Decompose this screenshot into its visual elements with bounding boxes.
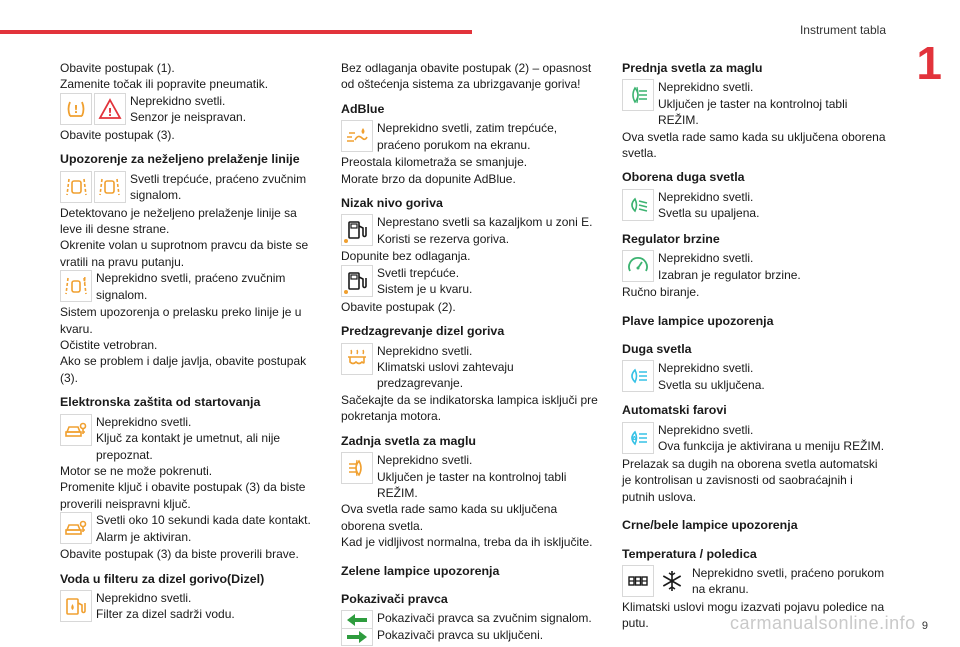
entry-text: Pokazivači pravca sa zvučnim signalom. — [377, 611, 592, 626]
glow-plug-icon — [341, 343, 373, 375]
temperature-display-icon — [622, 565, 654, 597]
entry-text: Svetli oko 10 sekundi kada date kontakt. — [96, 513, 311, 528]
warning-entry — [341, 214, 603, 248]
warning-entry — [622, 565, 888, 599]
entry-text: Pokazivači pravca su uključeni. — [377, 627, 544, 642]
group-heading: Zelene lampice upozorenja — [341, 563, 500, 578]
section-heading: Nizak nivo goriva — [341, 196, 443, 211]
entry-text: Klimatski uslovi zahtevaju predzagrevanje. — [377, 360, 514, 391]
warning-entry — [622, 250, 888, 284]
entry-text: Neprekidno svetli. — [96, 590, 192, 605]
paragraph: Okrenite volan u suprotnom pravcu da biste se vratili na pravu putanju. — [60, 238, 309, 269]
warning-entry — [622, 360, 888, 394]
warning-entry — [622, 79, 888, 128]
section-heading: Pokazivači pravca — [341, 591, 448, 606]
fuel-pump-icon — [341, 265, 373, 297]
section-heading: Automatski farovi — [622, 403, 727, 418]
header-accent-bar — [0, 30, 472, 34]
snowflake-icon — [656, 565, 688, 597]
warning-entry — [60, 93, 312, 127]
entry-text: Ključ za kontakt je umetnut, ali nije prepoznat. — [96, 431, 281, 462]
paragraph: Ova svetla rade samo kada su uključena oborena svetla. — [341, 502, 558, 533]
warning-triangle-icon — [94, 93, 126, 125]
section-heading: Predzagrevanje dizel goriva — [341, 324, 505, 339]
cruise-control-icon — [622, 250, 654, 282]
paragraph: Motor se ne može pokrenuti. — [60, 463, 213, 478]
auto-headlamp-icon — [622, 422, 654, 454]
entry-text: Neprestano svetli sa kazaljkom u zoni E. — [377, 215, 593, 230]
lane-departure-fault-icon — [60, 270, 92, 302]
column-2 — [341, 60, 603, 647]
column-1 — [60, 60, 312, 624]
paragraph: Ova svetla rade samo kada su uključena oborena svetla. — [622, 129, 886, 161]
entry-text: Koristi se rezerva goriva. — [377, 231, 510, 246]
entry-text: Neprekidno svetli, praćeno porukom na ekranu. — [692, 565, 885, 597]
entry-text: Neprekidno svetli. — [658, 361, 754, 376]
warning-entry — [60, 414, 312, 463]
paragraph: Prelazak sa dugih na oborena svetla automatski je kontrolisan u zavisnosti od saobraćajnih i putnih uslova. — [622, 456, 878, 504]
paragraph: Klimatski uslovi mogu izazvati pojavu poledice na putu. — [622, 599, 885, 631]
paragraph: Detektovano je neželjeno prelaženje linije sa leve ili desne strane. — [60, 205, 297, 237]
paragraph: Dopunite bez odlaganja. — [341, 249, 471, 264]
warning-entry — [622, 189, 888, 223]
section-heading: Prednja svetla za maglu — [622, 61, 763, 75]
entry-text: Filter za dizel sadrži vodu. — [96, 607, 235, 622]
tyre-pressure-icon — [60, 93, 92, 125]
warning-entry — [341, 452, 603, 501]
high-beam-icon — [622, 360, 654, 392]
low-beam-icon — [622, 189, 654, 221]
section-heading: Elektronska zaštita od startovanja — [60, 395, 261, 410]
warning-entry — [341, 265, 603, 299]
entry-text: Neprekidno svetli. — [377, 453, 473, 468]
page-number: 9 — [921, 620, 928, 632]
warning-entry — [60, 590, 312, 624]
paragraph: Sistem upozorenja o prelasku preko linije je u kvaru. — [60, 305, 302, 336]
paragraph: Očistite vetrobran. — [60, 338, 158, 353]
warning-entry — [622, 422, 888, 456]
entry-text: Neprekidno svetli. — [658, 251, 754, 266]
paragraph: Zamenite točak ili popravite pneumatik. — [60, 77, 269, 92]
warning-entry — [60, 270, 312, 304]
svg-text:!: ! — [107, 105, 113, 119]
entry-text: Neprekidno svetli. — [377, 343, 473, 358]
lane-departure-right-icon — [94, 171, 126, 203]
paragraph: Morate brzo da dopunite AdBlue. — [341, 171, 516, 186]
paragraph: Obavite postupak (1). — [60, 61, 175, 75]
paragraph: Kad je vidljivost normalna, treba da ih isključite. — [341, 535, 593, 550]
front-fog-light-icon — [622, 79, 654, 111]
entry-text: Sistem je u kvaru. — [377, 282, 473, 297]
svg-text:A: A — [632, 435, 637, 443]
group-heading: Plave lampice upozorenja — [622, 313, 774, 328]
paragraph: Sačekajte da se indikatorska lampica isključi pre pokretanja motora. — [341, 392, 598, 424]
turn-signal-left-icon — [341, 610, 373, 628]
entry-text: Neprekidno svetli. — [658, 189, 754, 204]
entry-text: Neprekidno svetli. — [658, 80, 754, 95]
warning-entry — [60, 171, 312, 205]
section-heading: Regulator brzine — [622, 231, 720, 246]
entry-text: Neprekidno svetli, praćeno zvučnim signalom. — [96, 271, 286, 302]
section-heading: Oborena duga svetla — [622, 170, 745, 185]
entry-text: Alarm je aktiviran. — [96, 529, 192, 544]
turn-signal-right-icon — [341, 628, 373, 646]
section-heading: Temperatura / poledica — [622, 546, 757, 561]
adblue-icon — [341, 120, 373, 152]
paragraph: Obavite postupak (3) da biste proverili brave. — [60, 547, 299, 562]
fuel-pump-icon — [341, 214, 373, 246]
paragraph: Obavite postupak (2). — [341, 299, 456, 314]
section-heading: Upozorenje za neželjeno prelaženje linije — [60, 152, 300, 167]
svg-text:!: ! — [73, 102, 79, 116]
svg-text:!: ! — [83, 276, 87, 286]
water-in-fuel-icon — [60, 590, 92, 622]
paragraph: Promenite ključ i obavite postupak (3) da biste proverili neispravni ključ. — [60, 480, 306, 511]
entry-text: Neprekidno svetli. — [130, 93, 226, 108]
section-heading: Voda u filteru za dizel gorivo(Dizel) — [60, 571, 265, 586]
warning-entry — [341, 343, 603, 392]
paragraph: Ručno biranje. — [622, 285, 700, 300]
watermark: carmanualsonline.info — [730, 613, 916, 633]
entry-text: Senzor je neispravan. — [130, 110, 247, 125]
warning-entry — [341, 120, 603, 154]
entry-text: Ova funkcija je aktivirana u meniju REŽIM. — [658, 439, 885, 454]
page-header-title: Instrument tabla — [799, 23, 886, 37]
entry-text: Neprekidno svetli. — [658, 422, 754, 437]
section-heading: Duga svetla — [622, 342, 692, 357]
chapter-number: 1 — [916, 37, 942, 89]
lane-departure-left-icon — [60, 171, 92, 203]
section-heading: AdBlue — [341, 101, 385, 116]
paragraph: Bez odlaganja obavite postupak (2) – opasnost od oštećenja sistema za ubrizgavanje goriva! — [341, 61, 592, 92]
section-heading: Zadnja svetla za maglu — [341, 433, 476, 448]
entry-text: Neprekidno svetli. — [96, 414, 192, 429]
entry-text: Izabran je regulator brzine. — [658, 267, 801, 282]
paragraph: Obavite postupak (3). — [60, 127, 175, 142]
entry-text: Svetli trepćuće. — [377, 265, 460, 280]
entry-text: Svetla su uključena. — [658, 377, 765, 392]
warning-entry — [341, 610, 603, 647]
entry-text: Uključen je taster na kontrolnoj tabli REŽIM. — [658, 96, 848, 128]
entry-text: Neprekidno svetli, zatim trepćuće, praćeno porukom na ekranu. — [377, 121, 558, 152]
car-key-icon — [60, 512, 92, 544]
group-heading: Crne/bele lampice upozorenja — [622, 518, 798, 533]
warning-entry — [60, 512, 312, 546]
entry-text: Svetla su upaljena. — [658, 206, 760, 221]
paragraph: Preostala kilometraža se smanjuje. — [341, 155, 528, 170]
entry-text: Svetli trepćuće, praćeno zvučnim signalom. — [130, 171, 307, 203]
entry-text: Uključen je taster na kontrolnoj tabli REŽIM. — [377, 469, 567, 500]
car-key-icon — [60, 414, 92, 446]
column-3 — [622, 60, 888, 632]
paragraph: Ako se problem i dalje javlja, obavite postupak (3). — [60, 354, 307, 385]
rear-fog-light-icon — [341, 452, 373, 484]
